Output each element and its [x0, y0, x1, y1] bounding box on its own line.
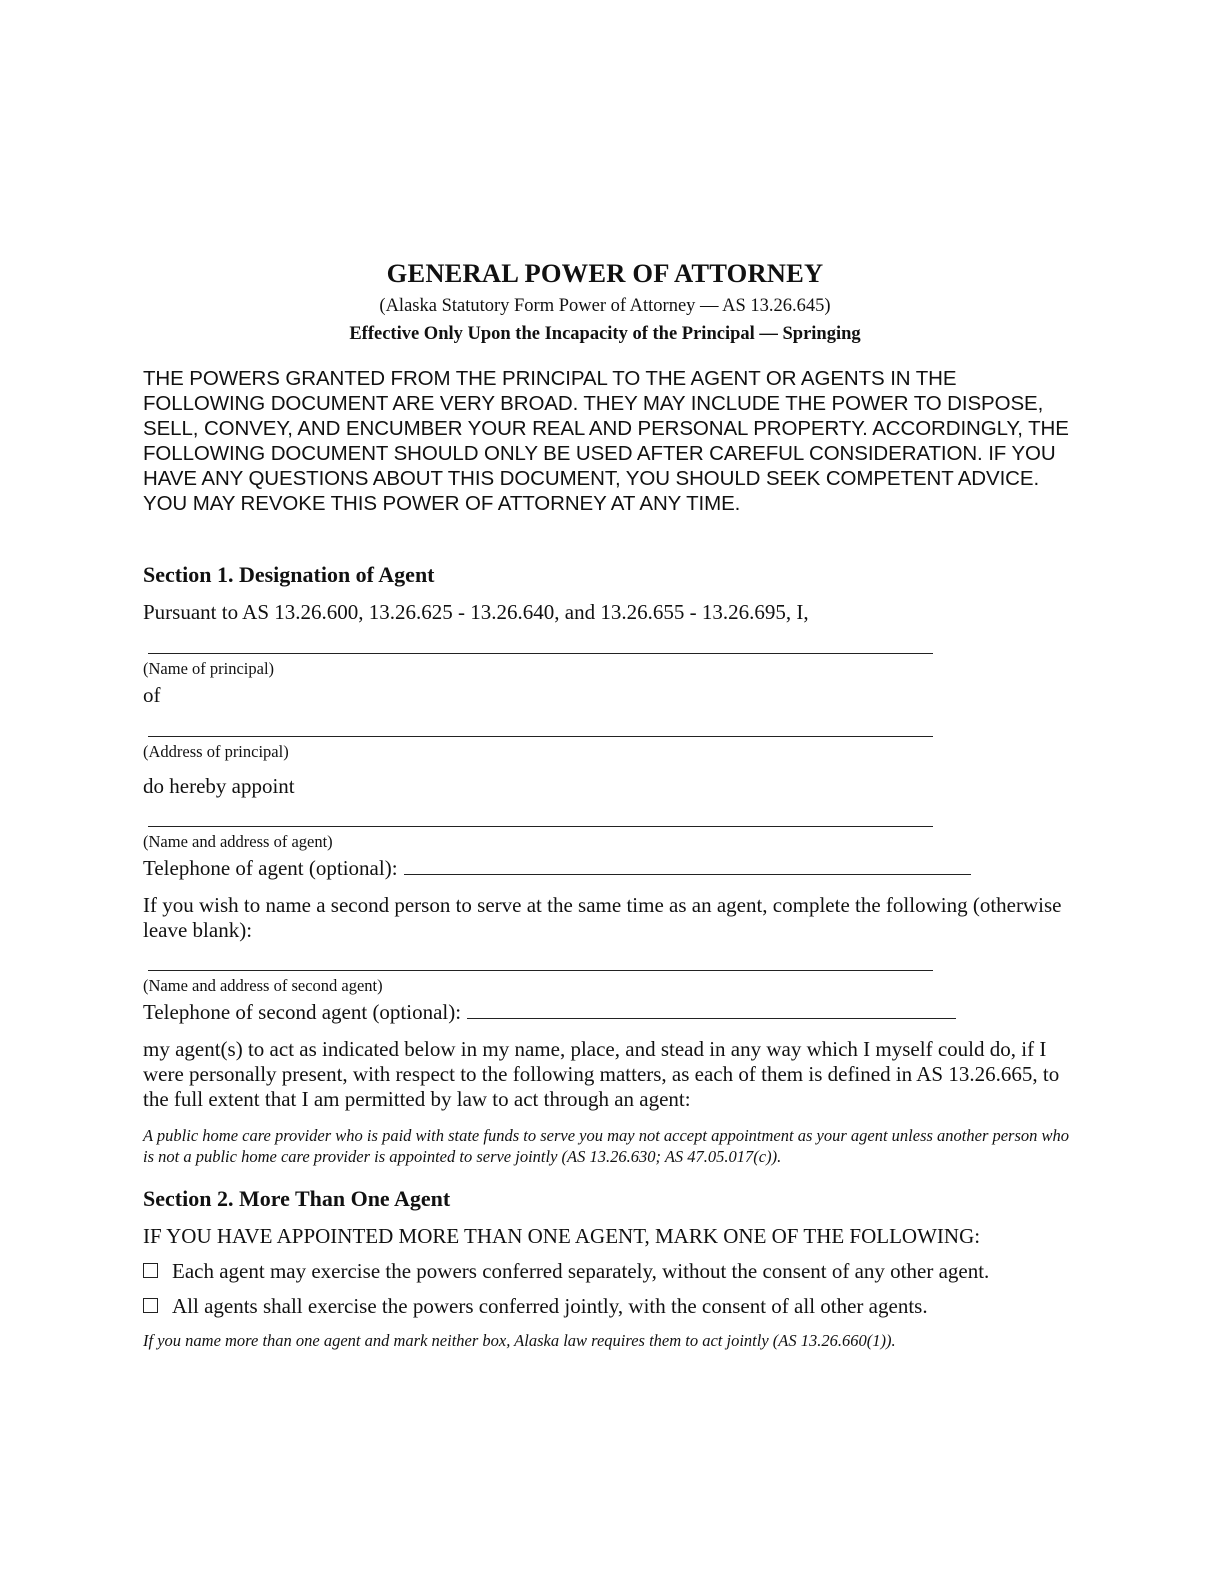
agent-phone-field[interactable]: [404, 856, 971, 875]
option-separately[interactable]: [143, 1259, 989, 1284]
second-agent-name-address-field[interactable]: [148, 970, 933, 971]
principal-address-field[interactable]: [148, 736, 933, 737]
document-title: GENERAL POWER OF ATTORNEY: [386, 258, 824, 288]
effective-condition: Effective Only Upon the Incapacity of the Principal — Springing: [349, 324, 861, 344]
appoint-label: do hereby appoint: [143, 774, 295, 798]
document-subtitle: (Alaska Statutory Form Power of Attorney — AS 13.26.645): [379, 296, 831, 316]
agent-name-address-label: (Name and address of agent): [143, 832, 333, 851]
checkbox-icon[interactable]: [143, 1298, 158, 1313]
principal-name-label: (Name of principal): [143, 659, 275, 678]
option-jointly-label: All agents shall exercise the powers conferred jointly, with the consent of all other agents.: [172, 1294, 928, 1318]
of-label: of: [143, 683, 161, 707]
agent-phone-label: Telephone of agent (optional):: [143, 856, 398, 880]
agent-matters-text: my agent(s) to act as indicated below in my name, place, and stead in any way which I myself could do, if I were personally present, with respect to the following matters, as each of them is defined in AS 13.26.665, to the full extent that I am permitted by law to act through an agent:: [143, 1037, 1060, 1111]
second-agent-phone-row: [143, 1000, 956, 1025]
second-agent-phone-label: Telephone of second agent (optional):: [143, 1000, 462, 1024]
pursuant-text: Pursuant to AS 13.26.600, 13.26.625 - 13.26.640, and 13.26.655 - 13.26.695, I,: [143, 600, 809, 624]
checkbox-icon[interactable]: [143, 1263, 158, 1278]
second-agent-phone-field[interactable]: [467, 1000, 956, 1019]
agent-phone-row: [143, 856, 971, 881]
multiple-agents-instruction: IF YOU HAVE APPOINTED MORE THAN ONE AGENT, MARK ONE OF THE FOLLOWING:: [143, 1224, 981, 1248]
option-separately-label: Each agent may exercise the powers conferred separately, without the consent of any other agent.: [172, 1259, 990, 1283]
option-jointly[interactable]: [143, 1294, 928, 1319]
second-agent-intro: If you wish to name a second person to serve at the same time as an agent, complete the following (otherwise leave blank):: [143, 893, 1062, 942]
section-1-heading: Section 1. Designation of Agent: [143, 562, 435, 587]
second-agent-name-address-label: (Name and address of second agent): [143, 976, 383, 995]
home-care-provider-note: A public home care provider who is paid with state funds to serve you may not accept appointment as your agent unless another person who is not a public home care provider is appointed to serve jointly (AS 13.26.630; AS 47.05.017(c)).: [143, 1126, 1070, 1166]
agent-name-address-field[interactable]: [148, 826, 933, 827]
warning-notice: THE POWERS GRANTED FROM THE PRINCIPAL TO THE AGENT OR AGENTS IN THE FOLLOWING DOCUMENT ARE VERY BROAD. THEY MAY INCLUDE THE POWER TO DISPOSE, SELL, CONVEY, AND ENCUMBER YOUR REAL AND PERSONAL PROPERTY. ACCORDINGLY, THE FOLLOWING DOCUMENT SHOULD ONLY BE USED AFTER CAREFUL CONSIDERATION. IF YOU HAVE ANY QUESTIONS ABOUT THIS DOCUMENT, YOU SHOULD SEEK COMPETENT ADVICE. YOU MAY REVOKE THIS POWER OF ATTORNEY AT ANY TIME.: [143, 367, 1069, 515]
principal-name-field[interactable]: [148, 653, 933, 654]
section-2-heading: Section 2. More Than One Agent: [143, 1186, 451, 1211]
neither-box-note: If you name more than one agent and mark neither box, Alaska law requires them to act jointly (AS 13.26.660(1)).: [143, 1331, 896, 1350]
principal-address-label: (Address of principal): [143, 742, 289, 761]
